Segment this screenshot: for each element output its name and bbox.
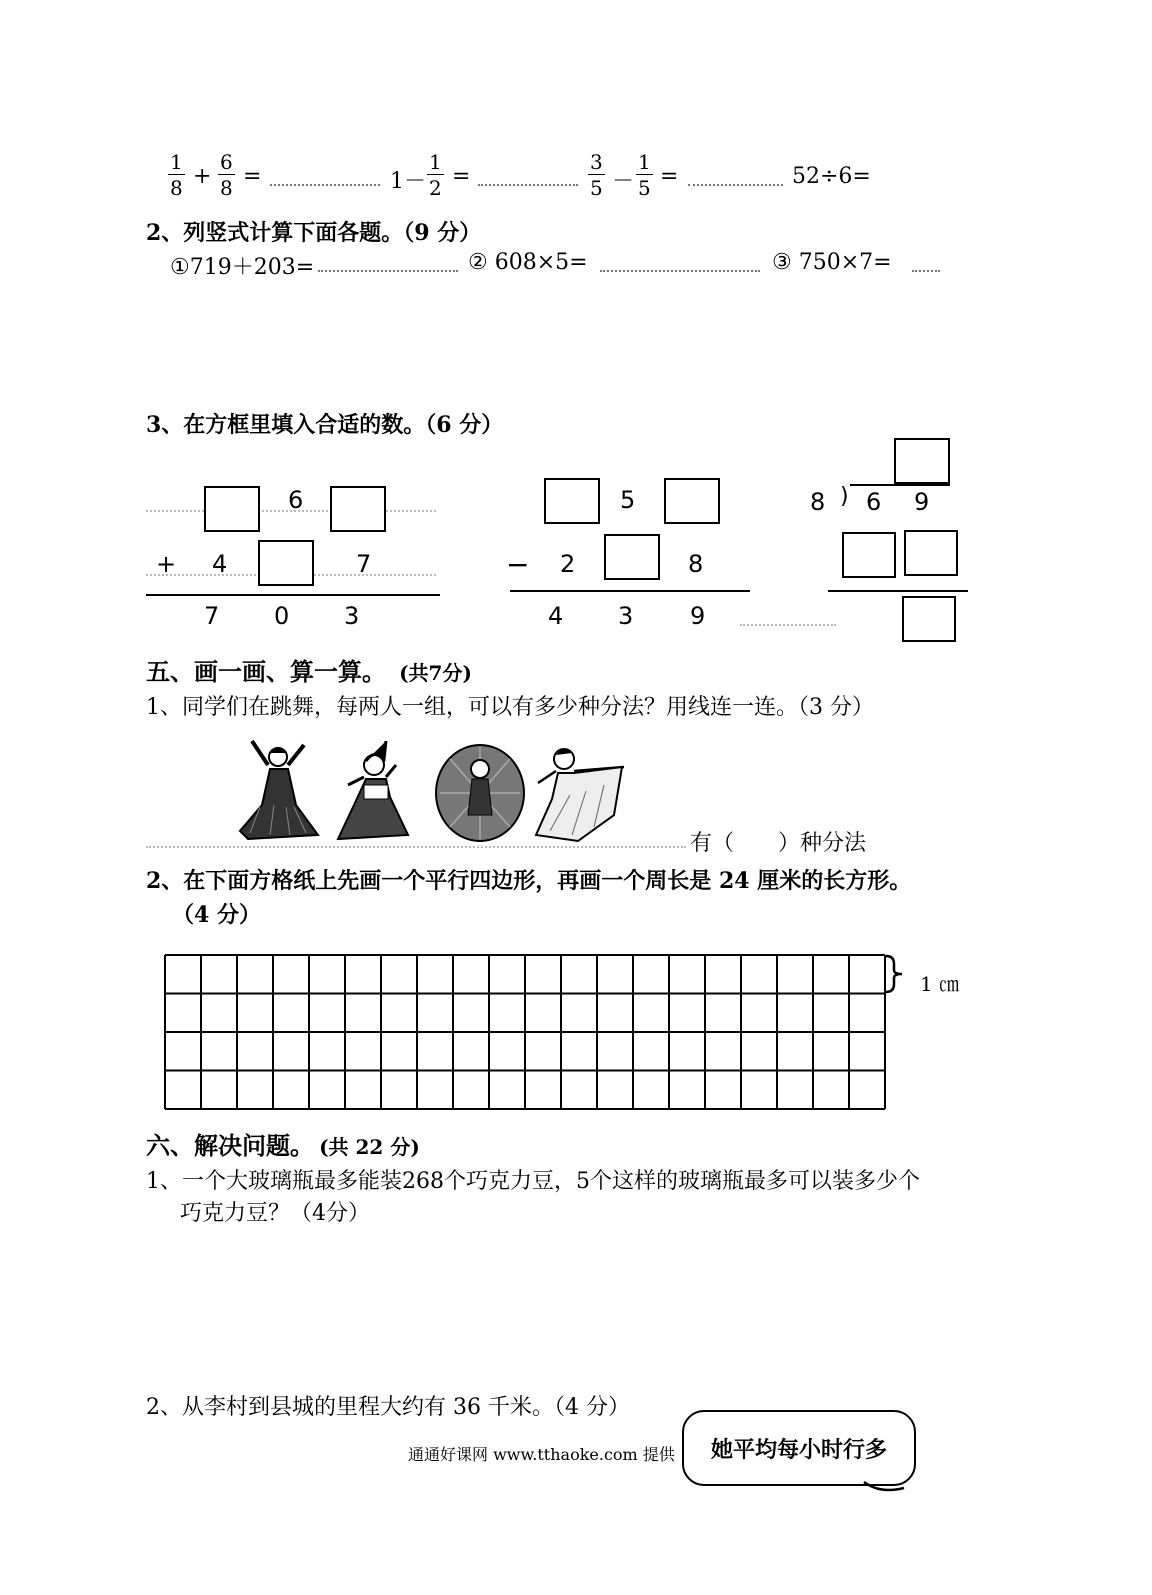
difference-line bbox=[510, 590, 750, 592]
digit: 8 bbox=[688, 550, 704, 578]
blank-box[interactable] bbox=[842, 532, 896, 578]
section-title: 六、解决问题。 bbox=[146, 1132, 314, 1160]
answer-dots[interactable] bbox=[270, 184, 380, 186]
dancer-hand-raised-icon bbox=[338, 741, 408, 839]
section-6-header bbox=[146, 1126, 420, 1161]
guide-dots bbox=[146, 846, 686, 848]
guide-dots bbox=[740, 624, 836, 626]
equals-sign: = bbox=[660, 164, 679, 189]
fraction-1-2: $\frac{1}{2}$ bbox=[429, 150, 442, 200]
s6-q2: 2、从李村到县城的里程大约有 36 千米。（4 分） bbox=[146, 1395, 630, 1420]
digit: 3 bbox=[618, 602, 634, 630]
dancers-illustration bbox=[230, 735, 630, 847]
blank-box[interactable] bbox=[330, 486, 386, 532]
digit: 8 bbox=[810, 488, 826, 516]
s5-q2-line2: （4 分） bbox=[172, 902, 261, 928]
blank-box[interactable] bbox=[902, 596, 956, 642]
s5-q1-answer: 有（ ）种分法 bbox=[690, 831, 867, 856]
answer-dots[interactable] bbox=[478, 184, 578, 186]
section-5-header bbox=[146, 652, 472, 687]
minus-sign: － bbox=[612, 169, 635, 194]
answer-dots[interactable] bbox=[318, 270, 458, 272]
q2-item-3: ③ 750×7= bbox=[772, 250, 892, 275]
fraction-1-8: $\frac{1}{8}$ bbox=[170, 150, 183, 200]
plus-sign: + bbox=[156, 550, 177, 578]
division-expr: 52÷6= bbox=[792, 164, 871, 189]
division-bar bbox=[850, 484, 950, 486]
sum-line bbox=[146, 594, 440, 596]
fraction-1-5: $\frac{1}{5}$ bbox=[638, 150, 651, 200]
blank-box[interactable] bbox=[664, 478, 720, 524]
dancer-holding-skirt-icon bbox=[536, 748, 624, 841]
digit: 5 bbox=[620, 486, 636, 514]
digit: 9 bbox=[690, 602, 706, 630]
digit: 4 bbox=[212, 550, 228, 578]
q2-item-2: ② 608×5= bbox=[468, 250, 588, 275]
digit: 9 bbox=[914, 488, 930, 516]
equals-sign: = bbox=[452, 164, 471, 189]
section-title: 五、画一画、算一算。 bbox=[146, 658, 386, 686]
dancer-fan-skirt-icon bbox=[436, 745, 524, 841]
grid-paper[interactable] bbox=[164, 954, 886, 1110]
q2-item-1: ①719＋203= bbox=[170, 255, 315, 280]
dancer-arms-up-icon bbox=[240, 741, 318, 839]
s6-q1-line2: 巧克力豆？（4分） bbox=[180, 1201, 370, 1226]
s5-q2-line1: 2、在下面方格纸上先画一个平行四边形，再画一个周长是 24 厘米的长方形。 bbox=[146, 868, 912, 894]
digit: 7 bbox=[204, 602, 220, 630]
q2-title: 2、列竖式计算下面各题。（9 分） bbox=[146, 220, 482, 246]
blank-box[interactable] bbox=[544, 478, 600, 524]
blank-box[interactable] bbox=[258, 540, 314, 586]
grid-unit-label: 1 ㎝ bbox=[920, 972, 960, 996]
section-score: (共7分) bbox=[399, 661, 472, 685]
s5-q1: 1、同学们在跳舞，每两人一组，可以有多少种分法？用线连一连。（3 分） bbox=[146, 695, 874, 720]
blank-box[interactable] bbox=[894, 438, 950, 484]
subtraction-line bbox=[828, 590, 968, 592]
digit: 4 bbox=[548, 602, 564, 630]
digit: 3 bbox=[344, 602, 360, 630]
fraction-6-8: $\frac{6}{8}$ bbox=[220, 150, 233, 200]
footer-credit: 通通好课网 www.tthaoke.com 提供 bbox=[408, 1445, 675, 1464]
s6-q1-line1: 1、一个大玻璃瓶最多能装268个巧克力豆，5个这样的玻璃瓶最多可以装多少个 bbox=[146, 1169, 920, 1194]
answer-dots[interactable] bbox=[912, 270, 940, 272]
speech-bubble-text: 她平均每小时行多 bbox=[710, 1437, 887, 1463]
brace-icon bbox=[884, 954, 906, 994]
fraction-3-5: $\frac{3}{5}$ bbox=[590, 150, 603, 200]
answer-dots[interactable] bbox=[688, 184, 783, 186]
speech-bubble bbox=[682, 1410, 916, 1486]
digit: 2 bbox=[560, 550, 576, 578]
q3-title: 3、在方框里填入合适的数。（6 分） bbox=[146, 412, 504, 438]
expr-lead: 1－ bbox=[390, 169, 426, 194]
answer-dots[interactable] bbox=[600, 270, 760, 272]
bubble-tail-icon bbox=[860, 1478, 908, 1500]
plus-sign: + bbox=[193, 164, 212, 189]
division-bracket: ) bbox=[840, 484, 849, 509]
digit: 6 bbox=[288, 486, 304, 514]
digit: 0 bbox=[274, 602, 290, 630]
blank-box[interactable] bbox=[604, 534, 660, 580]
section-score: (共 22 分) bbox=[319, 1135, 420, 1159]
minus-sign: − bbox=[506, 548, 530, 581]
digit: 6 bbox=[866, 488, 882, 516]
blank-box[interactable] bbox=[904, 530, 958, 576]
equals-sign: = bbox=[243, 164, 262, 189]
digit: 7 bbox=[356, 550, 372, 578]
blank-box[interactable] bbox=[204, 486, 260, 532]
